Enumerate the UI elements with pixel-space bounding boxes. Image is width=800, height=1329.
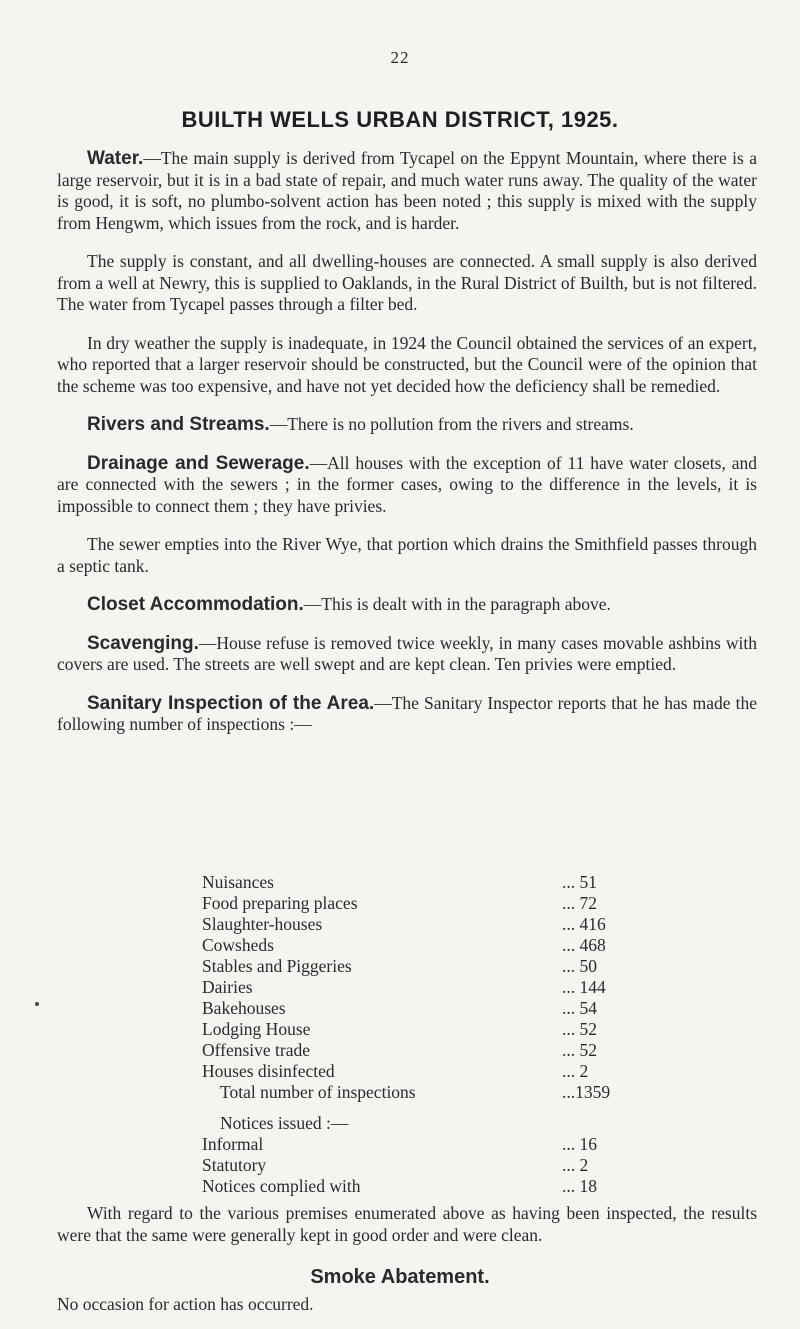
closet-text: —This is dealt with in the paragraph above. xyxy=(303,594,611,614)
water-paragraph-2: The supply is constant, and all dwelling-houses are connected. A small supply is also derived from a well at Newry, this is supplied to Oaklands, in the Rural District of Builth, but is not filtered. The water from Tycapel passes through a filter bed. xyxy=(57,251,757,314)
scavenging-heading: Scavenging. xyxy=(87,632,199,654)
water-paragraph-3: In dry weather the supply is inadequate, in 1924 the Council obtained the services of an expert, who reported that a larger reservoir should be constructed, but the Council were of the opinion that the scheme was too expensive, and have not yet decided how the deficiency shall be remedied. xyxy=(57,332,757,396)
list-item: Nuisances ... 51 xyxy=(202,872,597,892)
smoke-text: No occasion for action has occurred. xyxy=(57,1294,314,1314)
sanitary-text: —The Sanitary Inspector reports that he has made the following number of inspections :— xyxy=(57,692,757,734)
page-number: 22 xyxy=(390,48,410,67)
list-item: Informal ... 16 xyxy=(202,1134,597,1154)
smoke-heading: Smoke Abatement. xyxy=(310,1266,490,1288)
list-item: Stables and Piggeries ... 50 xyxy=(202,956,597,976)
list-item: Cowsheds ... 468 xyxy=(202,935,606,955)
list-item: Lodging House ... 52 xyxy=(202,1019,597,1039)
list-item: Houses disinfected ... 2 xyxy=(202,1061,589,1081)
water-heading: Water. xyxy=(87,148,144,169)
sanitary-heading: Sanitary Inspection of the Area. xyxy=(87,692,375,714)
list-item: Food preparing places ... 72 xyxy=(202,893,597,913)
list-item: Statutory ... 2 xyxy=(202,1155,589,1175)
notices-heading: Notices issued :— xyxy=(220,1113,349,1133)
list-item: Notices complied with ... 18 xyxy=(202,1176,597,1196)
rivers-heading: Rivers and Streams. xyxy=(87,414,270,435)
page-title: BUILTH WELLS URBAN DISTRICT, 1925. xyxy=(181,107,619,132)
list-item: Bakehouses ... 54 xyxy=(202,998,597,1018)
margin-mark xyxy=(35,1002,39,1006)
drainage-paragraph-2: The sewer empties into the River Wye, that portion which drains the Smithfield passes through a septic tank. xyxy=(57,534,757,576)
rivers-text: —There is no pollution from the rivers and streams. xyxy=(269,414,634,434)
list-item: Dairies ... 144 xyxy=(202,977,606,997)
closing-paragraph xyxy=(57,1203,757,1246)
closet-heading: Closet Accommodation. xyxy=(87,594,304,615)
drainage-heading: Drainage and Sewerage. xyxy=(87,452,310,474)
scavenging-text: —House refuse is removed twice weekly, in many cases movable ashbins with covers are used. The streets are well swept and are kept clean. Ten privies were emptied. xyxy=(57,632,757,674)
closing-text: With regard to the various premises enumerated above as having been inspected, the results were that the same were generally kept in good order and were clean. xyxy=(57,1203,757,1245)
list-item: Offensive trade ... 52 xyxy=(202,1040,597,1060)
list-item: Slaughter-houses ... 416 xyxy=(202,914,606,934)
water-text: —The main supply is derived from Tycapel on the Eppynt Mountain, where there is a large reservoir, but it is in a bad state of repair, and much water runs away. The quality of the water is good, it is soft, no plumbo-solvent action has been noted ; this supply is mixed with the supply from Hengwm, which issues from the rock, and is harder. xyxy=(57,148,757,233)
list-item-total: Total number of inspections ...1359 xyxy=(220,1082,611,1102)
drainage-text: —All houses with the exception of 11 have water closets, and are connected with the sewers ; in the former cases, owing to the difference in the levels, it is impossible to connect them ; they have privies. xyxy=(57,452,757,516)
